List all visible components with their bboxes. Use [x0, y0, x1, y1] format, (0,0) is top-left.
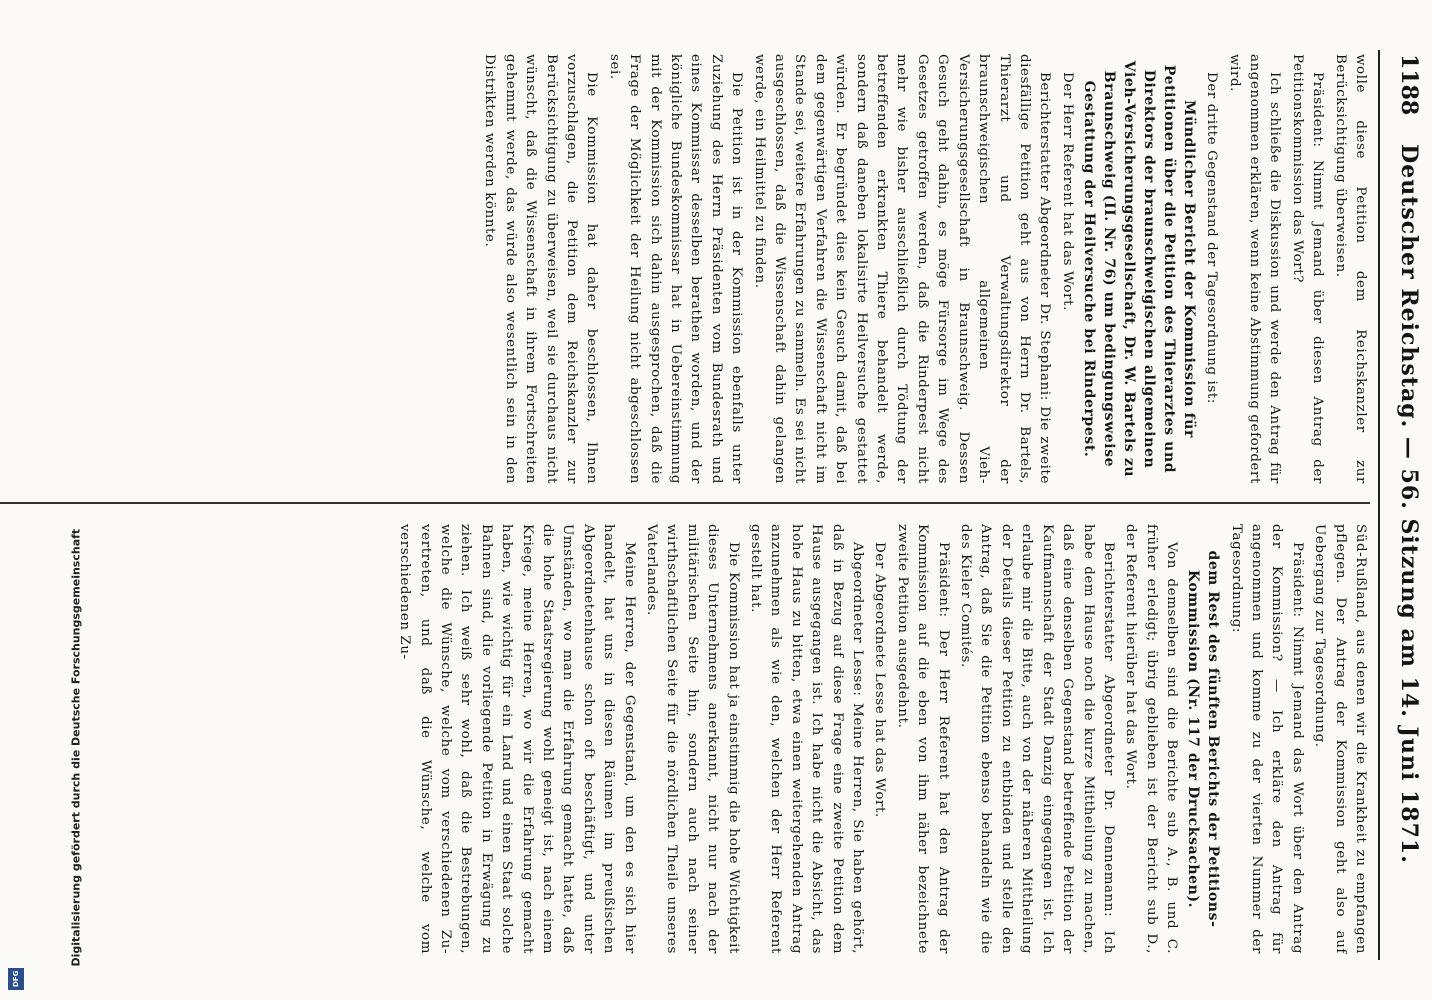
paragraph: wolle diese Petition dem Reichskanzler zur Berücksichtigung überweisen.	[1332, 54, 1368, 484]
paragraph: Berichterstatter Abgeordneter Dr. Dennemann: Ich habe dem Hause noch die kurze Mittheilung zu machen, daß eine denselben Gegenstand betreffende Petition der Kaufmannschaft der Stadt Danzig eingegangen ist. Ich erlaube mir die Bitte, auch von der näheren Mittheilung der Details dieser Petition zu entbinden und stelle den Antrag, daß Sie die Petition ebenso behandeln wie die des Kieler Comités.	[958, 524, 1116, 954]
page-number: 1188	[1396, 54, 1422, 116]
running-head: Deutscher Reichstag. — 56. Sitzung am 14. Juni 1871.	[1396, 144, 1422, 864]
paragraph: Die Kommission hat ja einstimmig die hohe Wichtigkeit dieses Unternehmens anerkannt, nicht nur nach der militärischen Seite hin, sondern auch nach seiner wirthschaftlichen Seite für die nördlichen Theile unseres Vaterlandes.	[644, 524, 741, 954]
paragraph: Präsident: Der Herr Referent hat den Antrag der Kommission auf die eben von ihm näher bezeichnete zweite Petition ausgedehnt.	[894, 524, 951, 954]
paragraph: Der Herr Referent hat das Wort.	[1059, 72, 1075, 311]
column-rule	[0, 502, 1370, 504]
paragraph: Süd-Rußland, aus denen wir die Krankheit zu empfangen pflegen. Der Antrag der Kommission geht also auf Uebergang zur Tagesordnung.	[1312, 524, 1368, 954]
digitization-footer	[6, 0, 83, 1000]
paragraph: Ich schließe die Diskussion und werde den Antrag für angenommen erklären, wenn keine Abstimmung gefordert wird.	[1226, 54, 1283, 484]
header-rule	[1378, 50, 1380, 960]
paragraph: Präsident: Nimmt Jemand über diesen Antrag der Petitionskommission das Wort?	[1289, 54, 1326, 484]
dfg-logo-icon: DFG	[8, 968, 24, 990]
newspaper-page	[0, 24, 1432, 992]
section-heading: Mündlicher Bericht der Kommission für Petitionen über die Petition des Thierarztes und Direktors der braunschweigischen allgemeinen Vieh-Versicherungsgesellschaft, Dr. W. Bartels zu Braunschweig (II. Nr. 76) um bedingungsweise Gestattung der Heilversuche bei Rinderpest.	[1080, 60, 1197, 478]
paragraph: Der dritte Gegenstand der Tagesordnung ist:	[1204, 72, 1220, 404]
paragraph: Die Petition ist in der Kommission ebenfalls unter Zuziehung des Herrn Präsidenten vom Bundesrath und eines Kommissar desselben berathen worden, und der königliche Bundeskommissar hat in Uebereinstimmung mit der Kommission sich dahin ausgesprochen, daß die Frage der Möglichkeit der Heilung nicht abgeschlossen sei.	[606, 54, 745, 484]
paragraph: Von demselben sind die Berichte sub A., B. und C. früher erledigt; übrig geblieben ist der Bericht sub D., der Referent hierüber hat das Wort.	[1123, 524, 1180, 954]
page-header	[1388, 54, 1422, 954]
paragraph: Abgeordneter Lesse: Meine Herren, Sie haben gehört, daß in Bezug auf diese Frage eine zweite Petition dem Hause ausgegangen ist. Ich habe nicht die Absicht, das hohe Haus zu bitten, etwa einen weitergehenden Antrag anzunehmen als wie den, welchen der Herr Referent gestellt hat.	[748, 524, 866, 954]
digitization-note: Digitalisierung gefördert durch die Deutsche Forschungsgemeinschaft	[69, 528, 83, 967]
paragraph: Berichterstatter Abgeordneter Dr. Stephani: Die zweite diesfällige Petition geht aus von Herrn Dr. Bartels, Thierarzt und Verwaltungsdirektor der braunschweigischen allgemeinen Vieh-Versicherungsgesellschaft in Braunschweig. Dessen Gesuch geht dahin, es möge Fürsorge im Wege des Gesetzes getroffen werden, daß die Rinderpest nicht mehr wie bisher ausschließlich durch Tödtung der betreffenden erkrankten Thiere behandelt werde, sondern daß daneben lokalisirte Heilversuche gestattet würden. Er begründet dies kein Gesuch damit, daß bei dem gegenwärtigen Verfahren die Wissenschaft nicht im Stande sei, weitere Erfahrungen zu sammeln. Es sei nicht ausgeschlossen, daß die Wissenschaft dahin gelangen werde, ein Heilmittel zu finden.	[751, 54, 1053, 484]
right-column	[392, 524, 1370, 954]
section-heading: dem Rest des fünften Berichts der Petitions-Kommission (Nr. 117 der Drucksachen).	[1185, 550, 1222, 928]
paragraph: Präsident: Nimmt Jemand das Wort über den Antrag der Kommission? — Ich erkläre den Antrag für angenommen und komme zu der vierten Nummer der Tagesordnung:	[1228, 524, 1305, 954]
paragraph: Die Kommission hat daher beschlossen, Ihnen vorzuschlagen, die Petition dem Reichskanzler zur Berücksichtigung zu überweisen, weil sie durchaus nicht wünscht, daß die Wissenschaft in ihrem Fortschreiten gehemmt werde, das würde also wesentlich sein in den Distrikten werden könnte.	[482, 54, 600, 484]
left-column	[477, 54, 1370, 484]
paragraph: Meine Herren, der Gegenstand, um den es sich hier handelt, hat uns in diesen Räumen im preußischen Abgeordnetenhause schon oft beschäftigt, und unter Umständen, wo man die Erfahrung gemacht hatte, daß die hohe Staatsregierung wohl geneigt ist, nach einem Kriege, meine Herren, wo wir die Erfahrung gemacht haben, wie wichtig für ein Land und einen Staat solche Bahnen sind, die vorliegende Petition in Erwägung zu ziehen. Ich weiß sehr wohl, daß die Bestrebungen, welche die Wünsche, welche vom verschiedenen Zu- vertreten, und daß die Wünsche, welche vom verschiedenen Zu-	[397, 524, 637, 954]
paragraph: Der Abgeordnete Lesse hat das Wort.	[872, 542, 888, 818]
